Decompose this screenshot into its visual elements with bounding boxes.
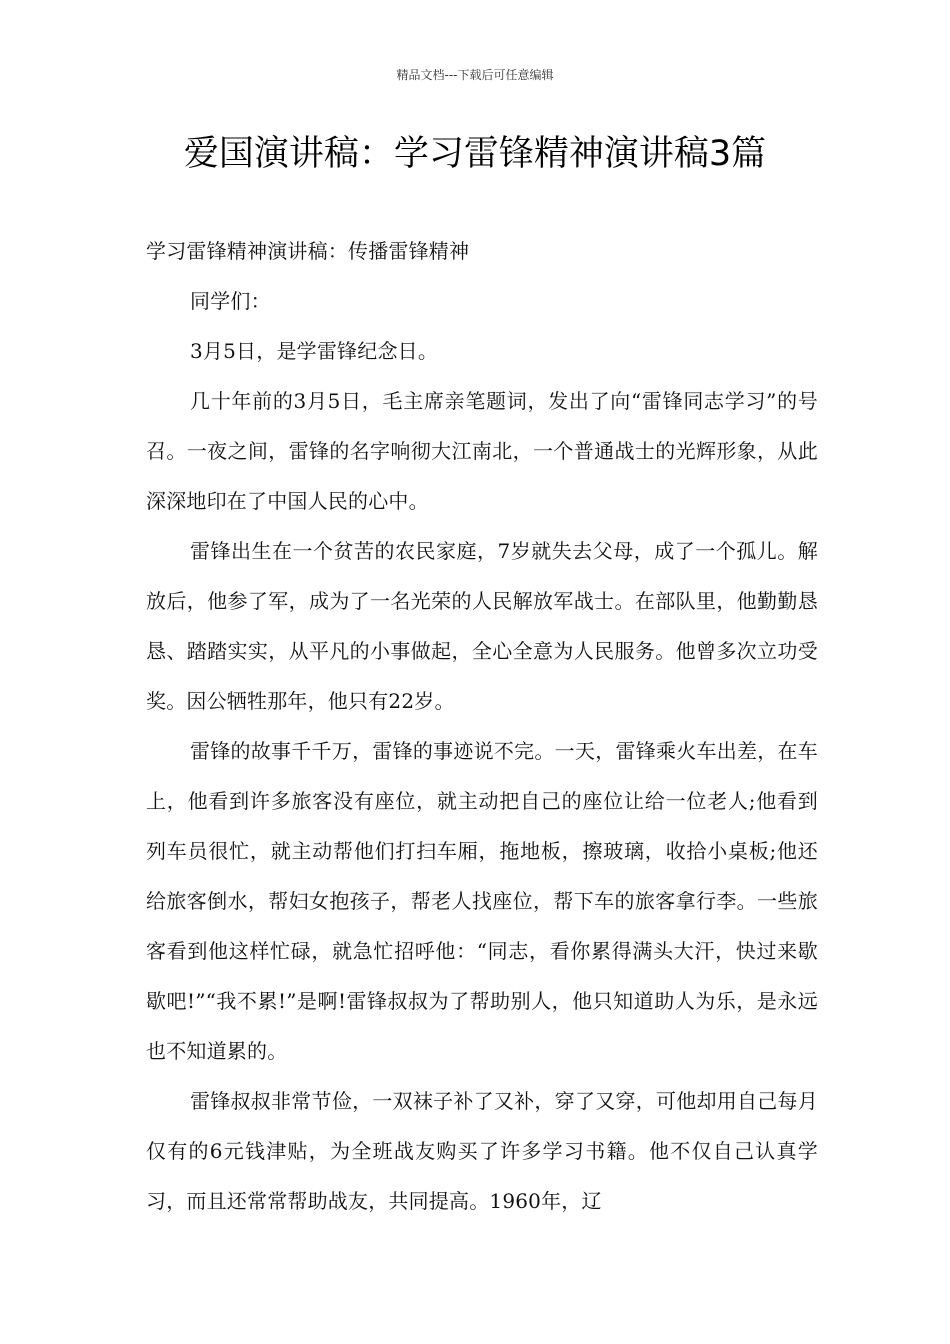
paragraph-train-story: 雷锋的故事千千万，雷锋的事迹说不完。一天，雷锋乘火车出差，在车上，他看到许多旅客没有座位，就主动把自己的座位让给一位老人;他看到列车员很忙，就主动帮他们打扫车厢，拖地板，擦玻璃，收拾小桌板;他还给旅客倒水，帮妇女抱孩子，帮老人找座位，帮下车的旅客拿行李。一些旅客看到他这样忙碌，就急忙招呼他：“同志，看你累得满头大汗，快过来歇歇吧!”“我不累!”是啊!雷锋叔叔为了帮助别人，他只知道助人为乐，是永远也不知道累的。 [146, 739, 818, 1063]
section-subtitle: 学习雷锋精神演讲稿：传播雷锋精神 [146, 239, 470, 263]
paragraph-frugality: 雷锋叔叔非常节俭，一双袜子补了又补，穿了又穿，可他却用自己每月仅有的6元钱津贴，为全班战友购买了许多学习书籍。他不仅自己认真学习，而且还常常帮助战友，共同提高。1960年，辽 [146, 1089, 818, 1213]
paragraph-history: 几十年前的3月5日，毛主席亲笔题词，发出了向“雷锋同志学习”的号召。一夜之间，雷锋的名字响彻大江南北，一个普通战士的光辉形象，从此深深地印在了中国人民的心中。 [146, 389, 818, 513]
paragraph-date: 3月5日，是学雷锋纪念日。 [190, 339, 439, 363]
page-header-watermark: 精品文档---下载后可任意编辑 [396, 68, 554, 82]
document-body [146, 226, 818, 1226]
document-title: 爱国演讲稿：学习雷锋精神演讲稿3篇 [183, 134, 767, 174]
paragraph-biography: 雷锋出生在一个贫苦的农民家庭，7岁就失去父母，成了一个孤儿。解放后，他参了军，成为了一名光荣的人民解放军战士。在部队里，他勤勤恳恳、踏踏实实，从平凡的小事做起，全心全意为人民服务。他曾多次立功受奖。因公牺牲那年，他只有22岁。 [146, 539, 818, 713]
paragraph-greeting: 同学们： [190, 289, 271, 313]
